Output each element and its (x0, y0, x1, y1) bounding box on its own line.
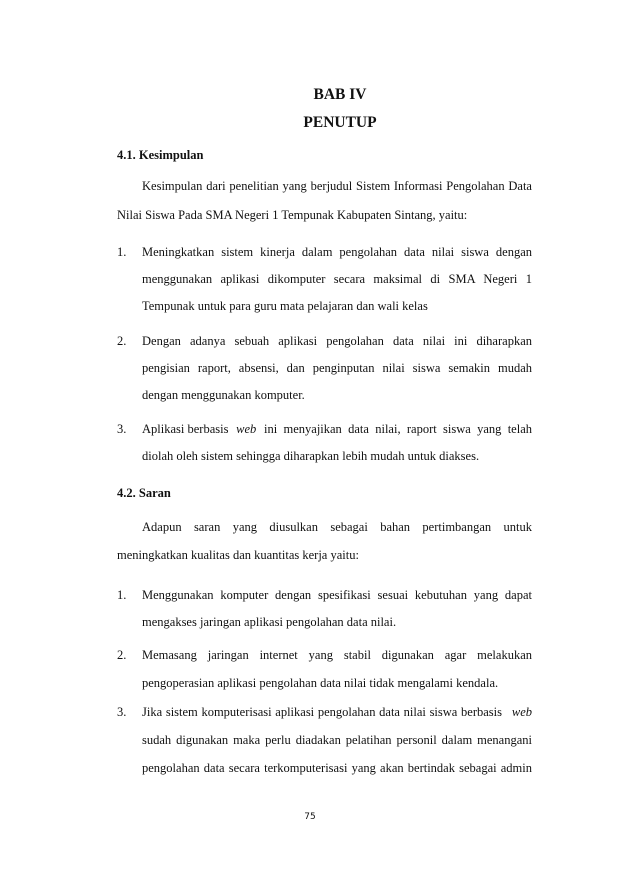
list-item-line: Meningkatkan sistem kinerja dalam pengolahan data nilai siswa dengan (142, 245, 532, 259)
text-run: Aplikasi berbasis (142, 422, 229, 436)
paragraph-line: Nilai Siswa Pada SMA Negeri 1 Tempunak Kabupaten Sintang, yaitu: (117, 208, 468, 222)
list-item-number: 3. (117, 705, 127, 719)
text-run: ini menyajikan data nilai, raport siswa yang telah (264, 422, 532, 436)
chapter-number: BAB IV (313, 86, 367, 103)
list-item-line (142, 705, 532, 720)
paragraph-line: Kesimpulan dari penelitian yang berjudul Sistem Informasi Pengolahan Data (142, 179, 532, 193)
list-item-line: pengolahan data secara terkomputerisasi yang akan bertindak sebagai admin (142, 761, 532, 775)
list-item-number: 1. (117, 245, 127, 259)
chapter-title: PENUTUP (303, 114, 377, 131)
list-item-line: pengisian raport, absensi, dan penginputan nilai siswa semakin mudah (142, 361, 532, 375)
list-item-line: Memasang jaringan internet yang stabil digunakan agar melakukan (142, 648, 532, 662)
list-item-line: Menggunakan komputer dengan spesifikasi sesuai kebutuhan yang dapat (142, 588, 532, 602)
section-heading-kesimpulan: 4.1. Kesimpulan (117, 148, 204, 162)
list-item-line (142, 422, 532, 437)
list-item-line: Tempunak untuk para guru mata pelajaran dan wali kelas (142, 299, 428, 313)
list-item-line: sudah digunakan maka perlu diadakan pelatihan personil dalam menangani (142, 733, 532, 747)
list-item-line: diolah oleh sistem sehingga diharapkan lebih mudah untuk diakses. (142, 449, 480, 463)
list-item-number: 2. (117, 334, 127, 348)
list-item-line: Dengan adanya sebuah aplikasi pengolahan data nilai ini diharapkan (142, 334, 532, 348)
list-item-line: dengan menggunakan komputer. (142, 388, 305, 402)
paragraph-line: Adapun saran yang diusulkan sebagai bahan pertimbangan untuk (142, 520, 532, 534)
list-item-line: pengoperasian aplikasi pengolahan data nilai tidak mengalami kendala. (142, 676, 499, 690)
paragraph-line: meningkatkan kualitas dan kuantitas kerja yaitu: (117, 548, 359, 562)
list-item-number: 3. (117, 422, 127, 436)
italic-term: web (236, 422, 257, 436)
italic-term: web (511, 705, 532, 719)
list-item-number: 1. (117, 588, 127, 602)
list-item-number: 2. (117, 648, 127, 662)
text-run: Jika sistem komputerisasi aplikasi pengolahan data nilai siswa berbasis (142, 705, 502, 719)
page-number: 75 (304, 812, 316, 822)
section-heading-saran: 4.2. Saran (117, 486, 171, 500)
list-item-line: mengakses jaringan aplikasi pengolahan data nilai. (142, 615, 397, 629)
list-item-line: menggunakan aplikasi dikomputer secara maksimal di SMA Negeri 1 (142, 272, 532, 286)
